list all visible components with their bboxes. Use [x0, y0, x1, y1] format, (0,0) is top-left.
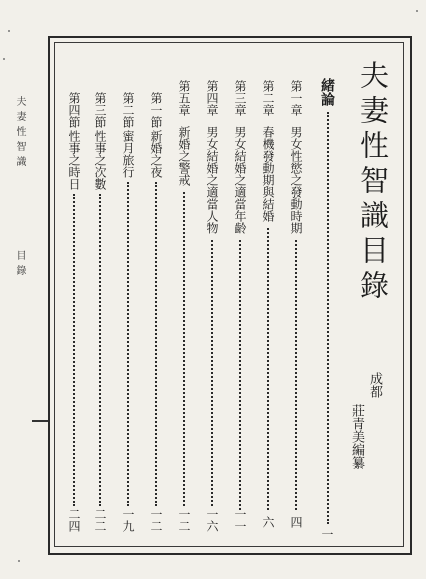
side-caption-label: 目錄: [14, 250, 25, 280]
author-place: 成都: [367, 372, 382, 398]
toc-entry-label: 第二節: [121, 92, 135, 128]
paper-speck: [8, 30, 10, 32]
toc-entry-title: 蜜月旅行: [121, 130, 135, 178]
toc-entry-title: 新婚之夜: [149, 130, 163, 178]
toc-entry-label: 第一節: [149, 92, 163, 128]
toc-leader-dots: [211, 240, 213, 506]
toc-entry-label: 第四章: [205, 80, 219, 116]
paper-speck: [416, 10, 418, 12]
toc-leader-dots: [183, 192, 185, 506]
toc-leader-dots: [295, 240, 297, 510]
toc-leader-dots: [127, 182, 129, 506]
toc-entry-title: 男女結婚之適當人物: [205, 126, 219, 234]
book-title: 夫妻性智識目錄: [356, 60, 390, 305]
toc-entry-label: 第三節: [93, 92, 107, 128]
toc-entry-title: 男女結婚之適當年齡: [233, 126, 247, 234]
toc-entry-page: 一一: [233, 508, 247, 532]
side-caption-title: 夫妻性智識: [14, 96, 25, 171]
toc-entry-label: 第五章: [177, 80, 191, 116]
toc-leader-dots: [99, 194, 101, 506]
toc-entry-page: 一六: [205, 508, 219, 532]
toc-entry-title: 性事之次數: [93, 130, 107, 190]
toc-leader-dots: [327, 112, 329, 524]
paper-speck: [3, 58, 5, 60]
toc-entry-page: 一九: [121, 508, 135, 532]
toc-entry-page: 二二: [93, 508, 107, 532]
toc-entry-label: 第二章: [261, 80, 275, 116]
toc-entry-label: 第一章: [289, 80, 303, 116]
toc-entry-page: 六: [261, 516, 275, 528]
toc-leader-dots: [155, 182, 157, 506]
toc-entry-label: 緒論: [319, 78, 335, 106]
toc-entry-page: 二四: [67, 508, 81, 532]
toc-entry-page: 一: [320, 528, 334, 540]
toc-leader-dots: [73, 194, 75, 506]
toc-entry-page: 一二: [149, 508, 163, 532]
paper-speck: [18, 560, 20, 562]
toc-leader-dots: [239, 240, 241, 510]
margin-rule: [32, 420, 48, 422]
toc-entry-page: 四: [289, 516, 303, 528]
toc-leader-dots: [267, 228, 269, 510]
toc-entry-title: 男女性慾之發動時期: [289, 126, 303, 234]
author-name: 莊青美編纂: [349, 404, 364, 469]
toc-entry-title: 春機發動期與結婚: [261, 126, 275, 222]
toc-entry-page: 一二: [177, 508, 191, 532]
toc-entry-title: 新婚之警戒: [177, 126, 191, 186]
toc-entry-label: 第四節: [67, 92, 81, 128]
toc-entry-title: 性事之時日: [67, 130, 81, 190]
toc-entry-label: 第三章: [233, 80, 247, 116]
